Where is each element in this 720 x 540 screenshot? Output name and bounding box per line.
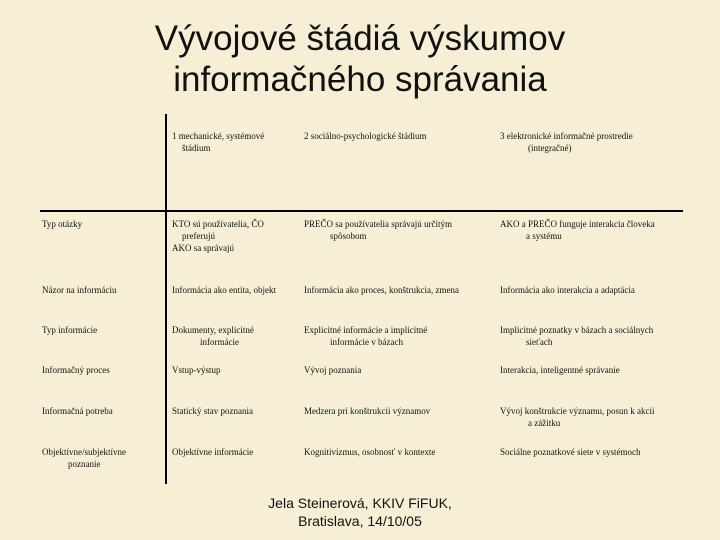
cell-line-2: a zážitku bbox=[528, 418, 561, 428]
cell-line-1: Informácia ako proces, konštrukcia, zmena bbox=[304, 285, 459, 295]
table-cell bbox=[304, 324, 427, 348]
row-label-text: Typ informácie bbox=[42, 325, 98, 335]
table-cell bbox=[304, 218, 452, 242]
cell-line-1: Kognitivizmus, osobnosť v kontexte bbox=[304, 447, 436, 457]
column-header-3-line-1: 3 elektronické informačné prostredie bbox=[500, 131, 633, 141]
table-cell bbox=[304, 284, 459, 296]
table-cell bbox=[304, 446, 435, 458]
cell-line-1: Informácia ako interakcia a adaptácia bbox=[500, 285, 635, 295]
cell-line-2: informácie v bázach bbox=[330, 337, 403, 347]
cell-line-1: Medzera pri konštrukcii významov bbox=[304, 406, 431, 416]
cell-line-1: Explicitné informácie a implicitné bbox=[304, 325, 428, 335]
cell-line-2: a systému bbox=[526, 231, 562, 241]
slide-title bbox=[60, 18, 660, 100]
column-header-3-line-2: (integračné) bbox=[528, 143, 572, 153]
cell-line-1: KTO sú používatelia, ČO bbox=[172, 219, 264, 229]
row-label-text: Informačný proces bbox=[42, 365, 110, 375]
row-label-information-view bbox=[42, 284, 116, 296]
table-cell bbox=[304, 364, 361, 376]
cell-line-1: PREČO sa používatelia správajú určitým bbox=[304, 219, 452, 229]
table-cell bbox=[500, 405, 654, 429]
column-header-1 bbox=[172, 130, 264, 154]
row-label-information-need bbox=[42, 405, 113, 417]
column-header-1-line-1: 1 mechanické, systémové bbox=[172, 131, 265, 141]
cell-line-1: Implicitné poznatky v bázach a sociálnych bbox=[500, 325, 654, 335]
table-cell bbox=[500, 218, 655, 242]
cell-line-1: Statický stav poznania bbox=[172, 406, 253, 416]
cell-line-1: Interakcia, inteligentné správanie bbox=[500, 365, 620, 375]
row-label-information-process bbox=[42, 364, 110, 376]
cell-line-2: spôsobom bbox=[330, 231, 367, 241]
title-line-2: informačného správania bbox=[173, 60, 547, 99]
footer-credit bbox=[240, 494, 480, 530]
cell-line-1: Vývoj poznania bbox=[304, 365, 362, 375]
footer-line-1: Jela Steinerová, KKIV FiFUK, bbox=[268, 495, 452, 511]
row-label-text: Informačná potreba bbox=[42, 406, 113, 416]
cell-line-1: AKO a PREČO funguje interakcia človeka bbox=[500, 219, 655, 229]
table-cell bbox=[172, 218, 264, 254]
row-label-information-type bbox=[42, 324, 97, 336]
row-label-text: Typ otázky bbox=[42, 219, 83, 229]
cell-line-2: preferujú bbox=[182, 231, 215, 241]
horizontal-divider bbox=[40, 210, 683, 212]
table-cell bbox=[304, 405, 430, 417]
table-cell bbox=[172, 364, 221, 376]
cell-line-1: Objektívne informácie bbox=[172, 447, 254, 457]
row-label-text-line-2: poznanie bbox=[68, 459, 101, 469]
footer-line-2: Bratislava, 14/10/05 bbox=[298, 513, 422, 529]
cell-line-3: AKO sa správajú bbox=[172, 243, 234, 253]
column-header-2-line-1: 2 sociálno-psychologické štádium bbox=[304, 131, 427, 141]
column-header-2 bbox=[304, 130, 426, 142]
cell-line-2: informácie bbox=[200, 337, 239, 347]
cell-line-1: Vývoj konštrukcie významu, posun k akcii bbox=[500, 406, 655, 416]
table-cell bbox=[172, 446, 253, 458]
row-label-text: Názor na informáciu bbox=[42, 285, 117, 295]
column-header-3 bbox=[500, 130, 633, 154]
table-cell bbox=[500, 284, 635, 296]
cell-line-1: Informácia ako entita, objekt bbox=[172, 285, 276, 295]
table-cell bbox=[172, 284, 276, 296]
table-cell bbox=[172, 405, 253, 417]
cell-line-1: Dokumenty, explicitné bbox=[172, 325, 254, 335]
title-line-1: Vývojové štádiá výskumov bbox=[154, 19, 566, 58]
cell-line-2: sieťach bbox=[526, 337, 553, 347]
row-label-objective-subjective bbox=[42, 446, 126, 470]
table-cell bbox=[500, 364, 620, 376]
vertical-divider bbox=[165, 114, 167, 484]
row-label-text: Objektívne/subjektívne bbox=[42, 447, 126, 457]
table-cell bbox=[172, 324, 254, 348]
cell-line-1: Vstup-výstup bbox=[172, 365, 221, 375]
table-cell bbox=[500, 446, 640, 458]
table-cell bbox=[500, 324, 653, 348]
row-label-question-type bbox=[42, 218, 82, 230]
column-header-1-line-2: štádium bbox=[182, 143, 211, 153]
cell-line-1: Sociálne poznatkové siete v systémoch bbox=[500, 447, 641, 457]
